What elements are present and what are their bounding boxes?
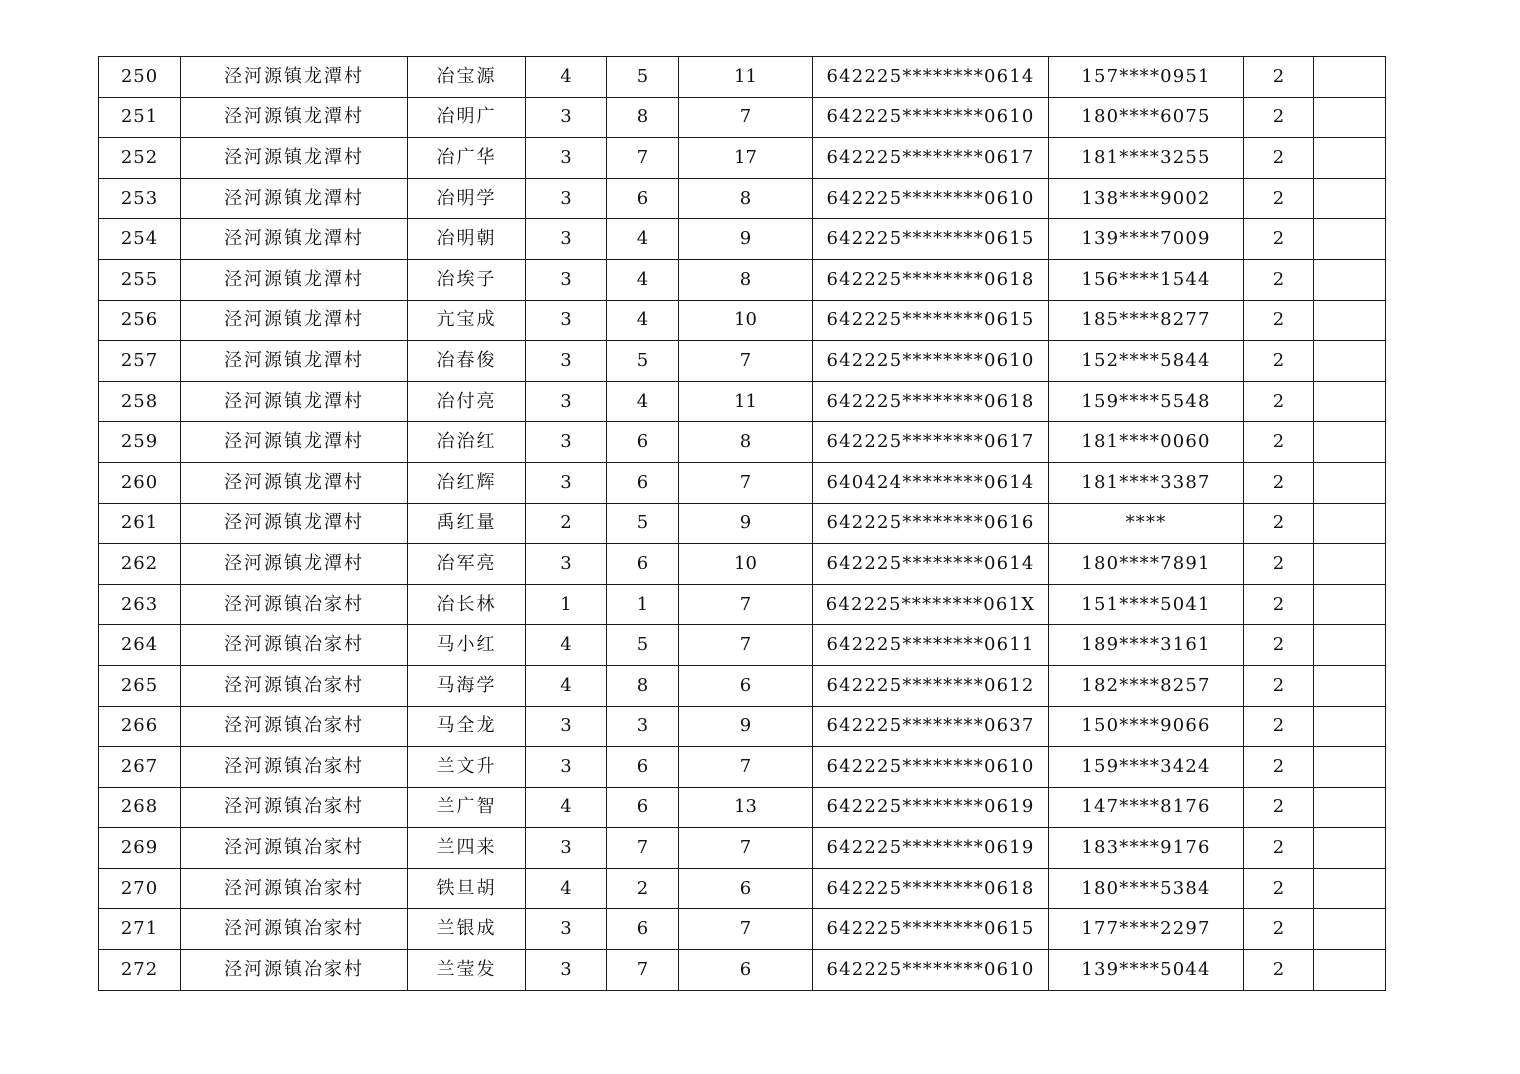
id-number-cell: 642225********0610: [813, 950, 1049, 991]
count-c-cell: 9: [679, 706, 813, 747]
table-row: [99, 341, 1386, 382]
id-number-cell: 642225********0619: [813, 828, 1049, 869]
row-number-cell: 251: [99, 97, 181, 138]
count-b-cell: 6: [607, 178, 679, 219]
name-cell: 冶治红: [408, 422, 526, 463]
count-c-cell: 8: [679, 178, 813, 219]
count-c-cell: 7: [679, 828, 813, 869]
count-c-cell: 7: [679, 97, 813, 138]
count-d-cell: 2: [1244, 259, 1314, 300]
id-number-cell: 642225********0617: [813, 422, 1049, 463]
name-cell: 冶付亮: [408, 381, 526, 422]
count-c-cell: 7: [679, 584, 813, 625]
row-number-cell: 253: [99, 178, 181, 219]
phone-cell: 150****9066: [1049, 706, 1244, 747]
table-row: [99, 868, 1386, 909]
remark-cell: [1314, 57, 1386, 98]
name-cell: 冶埃子: [408, 259, 526, 300]
count-c-cell: 11: [679, 381, 813, 422]
village-cell: 泾河源镇龙潭村: [181, 178, 408, 219]
id-number-cell: 642225********0610: [813, 747, 1049, 788]
village-cell: 泾河源镇冶家村: [181, 868, 408, 909]
count-c-cell: 6: [679, 665, 813, 706]
phone-cell: 181****0060: [1049, 422, 1244, 463]
name-cell: 马全龙: [408, 706, 526, 747]
village-cell: 泾河源镇冶家村: [181, 909, 408, 950]
row-number-cell: 254: [99, 219, 181, 260]
count-c-cell: 7: [679, 462, 813, 503]
phone-cell: 159****5548: [1049, 381, 1244, 422]
remark-cell: [1314, 462, 1386, 503]
id-number-cell: 642225********0617: [813, 138, 1049, 179]
phone-cell: 139****7009: [1049, 219, 1244, 260]
name-cell: 冶广华: [408, 138, 526, 179]
name-cell: 冶宝源: [408, 57, 526, 98]
phone-cell: 180****7891: [1049, 544, 1244, 585]
count-b-cell: 4: [607, 259, 679, 300]
table-row: [99, 584, 1386, 625]
village-cell: 泾河源镇龙潭村: [181, 97, 408, 138]
id-number-cell: 642225********0610: [813, 97, 1049, 138]
id-number-cell: 642225********0610: [813, 178, 1049, 219]
phone-cell: 159****3424: [1049, 747, 1244, 788]
village-cell: 泾河源镇龙潭村: [181, 544, 408, 585]
phone-cell: 139****5044: [1049, 950, 1244, 991]
count-d-cell: 2: [1244, 300, 1314, 341]
phone-cell: 182****8257: [1049, 665, 1244, 706]
village-cell: 泾河源镇龙潭村: [181, 138, 408, 179]
row-number-cell: 264: [99, 625, 181, 666]
id-number-cell: 642225********0615: [813, 909, 1049, 950]
table-row: [99, 625, 1386, 666]
remark-cell: [1314, 97, 1386, 138]
name-cell: 亢宝成: [408, 300, 526, 341]
row-number-cell: 260: [99, 462, 181, 503]
phone-cell: 180****6075: [1049, 97, 1244, 138]
count-b-cell: 1: [607, 584, 679, 625]
count-a-cell: 4: [526, 625, 607, 666]
remark-cell: [1314, 178, 1386, 219]
count-b-cell: 7: [607, 138, 679, 179]
row-number-cell: 262: [99, 544, 181, 585]
table-row: [99, 219, 1386, 260]
village-cell: 泾河源镇龙潭村: [181, 503, 408, 544]
row-number-cell: 252: [99, 138, 181, 179]
count-c-cell: 10: [679, 300, 813, 341]
id-number-cell: 642225********0615: [813, 219, 1049, 260]
count-b-cell: 2: [607, 868, 679, 909]
count-d-cell: 2: [1244, 97, 1314, 138]
row-number-cell: 267: [99, 747, 181, 788]
count-d-cell: 2: [1244, 462, 1314, 503]
table-row: [99, 97, 1386, 138]
remark-cell: [1314, 868, 1386, 909]
table-row: [99, 544, 1386, 585]
count-d-cell: 2: [1244, 341, 1314, 382]
count-c-cell: 13: [679, 787, 813, 828]
village-cell: 泾河源镇冶家村: [181, 625, 408, 666]
count-b-cell: 4: [607, 381, 679, 422]
village-cell: 泾河源镇龙潭村: [181, 57, 408, 98]
village-cell: 泾河源镇龙潭村: [181, 219, 408, 260]
count-a-cell: 3: [526, 97, 607, 138]
count-d-cell: 2: [1244, 178, 1314, 219]
count-d-cell: 2: [1244, 950, 1314, 991]
count-a-cell: 3: [526, 138, 607, 179]
count-d-cell: 2: [1244, 828, 1314, 869]
count-d-cell: 2: [1244, 909, 1314, 950]
remark-cell: [1314, 950, 1386, 991]
name-cell: 冶军亮: [408, 544, 526, 585]
count-c-cell: 6: [679, 868, 813, 909]
count-b-cell: 6: [607, 462, 679, 503]
phone-cell: 147****8176: [1049, 787, 1244, 828]
count-d-cell: 2: [1244, 625, 1314, 666]
row-number-cell: 259: [99, 422, 181, 463]
row-number-cell: 255: [99, 259, 181, 300]
row-number-cell: 268: [99, 787, 181, 828]
count-d-cell: 2: [1244, 138, 1314, 179]
table-row: [99, 381, 1386, 422]
phone-cell: 138****9002: [1049, 178, 1244, 219]
row-number-cell: 258: [99, 381, 181, 422]
row-number-cell: 271: [99, 909, 181, 950]
count-b-cell: 8: [607, 665, 679, 706]
row-number-cell: 257: [99, 341, 181, 382]
count-c-cell: 17: [679, 138, 813, 179]
count-d-cell: 2: [1244, 57, 1314, 98]
count-b-cell: 4: [607, 219, 679, 260]
row-number-cell: 269: [99, 828, 181, 869]
count-c-cell: 9: [679, 503, 813, 544]
remark-cell: [1314, 259, 1386, 300]
count-c-cell: 8: [679, 422, 813, 463]
phone-cell: 151****5041: [1049, 584, 1244, 625]
count-a-cell: 3: [526, 828, 607, 869]
village-cell: 泾河源镇冶家村: [181, 828, 408, 869]
name-cell: 铁旦胡: [408, 868, 526, 909]
count-d-cell: 2: [1244, 706, 1314, 747]
count-b-cell: 8: [607, 97, 679, 138]
row-number-cell: 250: [99, 57, 181, 98]
count-a-cell: 4: [526, 665, 607, 706]
village-cell: 泾河源镇冶家村: [181, 950, 408, 991]
count-a-cell: 3: [526, 259, 607, 300]
remark-cell: [1314, 341, 1386, 382]
count-a-cell: 3: [526, 544, 607, 585]
name-cell: 冶明广: [408, 97, 526, 138]
table-row: [99, 57, 1386, 98]
count-b-cell: 6: [607, 787, 679, 828]
remark-cell: [1314, 381, 1386, 422]
phone-cell: 156****1544: [1049, 259, 1244, 300]
id-number-cell: 642225********0615: [813, 300, 1049, 341]
count-b-cell: 5: [607, 341, 679, 382]
count-c-cell: 8: [679, 259, 813, 300]
count-a-cell: 2: [526, 503, 607, 544]
remark-cell: [1314, 219, 1386, 260]
row-number-cell: 263: [99, 584, 181, 625]
id-number-cell: 642225********0637: [813, 706, 1049, 747]
name-cell: 兰文升: [408, 747, 526, 788]
name-cell: 兰莹发: [408, 950, 526, 991]
name-cell: 马海学: [408, 665, 526, 706]
table-row: [99, 503, 1386, 544]
count-d-cell: 2: [1244, 787, 1314, 828]
count-a-cell: 3: [526, 219, 607, 260]
phone-cell: 189****3161: [1049, 625, 1244, 666]
count-a-cell: 4: [526, 787, 607, 828]
village-cell: 泾河源镇冶家村: [181, 706, 408, 747]
table-row: [99, 909, 1386, 950]
remark-cell: [1314, 138, 1386, 179]
table-row: [99, 422, 1386, 463]
name-cell: 兰四来: [408, 828, 526, 869]
table-row: [99, 259, 1386, 300]
count-b-cell: 6: [607, 909, 679, 950]
phone-cell: 177****2297: [1049, 909, 1244, 950]
village-cell: 泾河源镇龙潭村: [181, 462, 408, 503]
count-b-cell: 5: [607, 57, 679, 98]
village-cell: 泾河源镇冶家村: [181, 665, 408, 706]
table-row: [99, 950, 1386, 991]
table-row: [99, 706, 1386, 747]
remark-cell: [1314, 544, 1386, 585]
phone-cell: 185****8277: [1049, 300, 1244, 341]
name-cell: 冶红辉: [408, 462, 526, 503]
count-d-cell: 2: [1244, 381, 1314, 422]
count-b-cell: 5: [607, 625, 679, 666]
name-cell: 兰广智: [408, 787, 526, 828]
id-number-cell: 642225********0611: [813, 625, 1049, 666]
count-d-cell: 2: [1244, 584, 1314, 625]
count-a-cell: 3: [526, 909, 607, 950]
phone-cell: 152****5844: [1049, 341, 1244, 382]
id-number-cell: 642225********061X: [813, 584, 1049, 625]
village-cell: 泾河源镇龙潭村: [181, 259, 408, 300]
count-b-cell: 3: [607, 706, 679, 747]
row-number-cell: 270: [99, 868, 181, 909]
remark-cell: [1314, 503, 1386, 544]
village-cell: 泾河源镇龙潭村: [181, 341, 408, 382]
remark-cell: [1314, 665, 1386, 706]
phone-cell: 157****0951: [1049, 57, 1244, 98]
count-b-cell: 7: [607, 828, 679, 869]
table-row: [99, 747, 1386, 788]
name-cell: 冶春俊: [408, 341, 526, 382]
remark-cell: [1314, 300, 1386, 341]
table-row: [99, 787, 1386, 828]
count-a-cell: 3: [526, 178, 607, 219]
count-d-cell: 2: [1244, 219, 1314, 260]
count-a-cell: 3: [526, 747, 607, 788]
remark-cell: [1314, 909, 1386, 950]
count-d-cell: 2: [1244, 503, 1314, 544]
count-c-cell: 7: [679, 909, 813, 950]
count-a-cell: 3: [526, 422, 607, 463]
row-number-cell: 266: [99, 706, 181, 747]
name-cell: 冶明学: [408, 178, 526, 219]
table-body: [99, 57, 1386, 991]
row-number-cell: 272: [99, 950, 181, 991]
household-table: [98, 56, 1386, 991]
remark-cell: [1314, 747, 1386, 788]
count-b-cell: 6: [607, 747, 679, 788]
id-number-cell: 642225********0614: [813, 544, 1049, 585]
count-b-cell: 5: [607, 503, 679, 544]
name-cell: 兰银成: [408, 909, 526, 950]
id-number-cell: 642225********0612: [813, 665, 1049, 706]
count-c-cell: 7: [679, 341, 813, 382]
table-row: [99, 178, 1386, 219]
count-c-cell: 10: [679, 544, 813, 585]
table-row: [99, 138, 1386, 179]
count-d-cell: 2: [1244, 747, 1314, 788]
id-number-cell: 642225********0614: [813, 57, 1049, 98]
id-number-cell: 642225********0618: [813, 868, 1049, 909]
count-d-cell: 2: [1244, 544, 1314, 585]
count-d-cell: 2: [1244, 422, 1314, 463]
village-cell: 泾河源镇龙潭村: [181, 300, 408, 341]
count-c-cell: 9: [679, 219, 813, 260]
village-cell: 泾河源镇龙潭村: [181, 422, 408, 463]
id-number-cell: 642225********0618: [813, 381, 1049, 422]
name-cell: 禹红量: [408, 503, 526, 544]
count-c-cell: 7: [679, 625, 813, 666]
village-cell: 泾河源镇冶家村: [181, 584, 408, 625]
name-cell: 马小红: [408, 625, 526, 666]
id-number-cell: 642225********0610: [813, 341, 1049, 382]
remark-cell: [1314, 706, 1386, 747]
count-c-cell: 7: [679, 747, 813, 788]
table-row: [99, 462, 1386, 503]
count-b-cell: 6: [607, 422, 679, 463]
count-d-cell: 2: [1244, 868, 1314, 909]
count-b-cell: 4: [607, 300, 679, 341]
phone-cell: 181****3255: [1049, 138, 1244, 179]
count-d-cell: 2: [1244, 665, 1314, 706]
table-row: [99, 300, 1386, 341]
count-a-cell: 3: [526, 462, 607, 503]
id-number-cell: 640424********0614: [813, 462, 1049, 503]
remark-cell: [1314, 787, 1386, 828]
count-c-cell: 11: [679, 57, 813, 98]
name-cell: 冶明朝: [408, 219, 526, 260]
count-c-cell: 6: [679, 950, 813, 991]
count-a-cell: 4: [526, 57, 607, 98]
count-b-cell: 6: [607, 544, 679, 585]
count-a-cell: 3: [526, 950, 607, 991]
count-a-cell: 1: [526, 584, 607, 625]
id-number-cell: 642225********0616: [813, 503, 1049, 544]
name-cell: 冶长林: [408, 584, 526, 625]
count-b-cell: 7: [607, 950, 679, 991]
count-a-cell: 3: [526, 341, 607, 382]
count-a-cell: 4: [526, 868, 607, 909]
phone-cell: ****: [1049, 503, 1244, 544]
village-cell: 泾河源镇冶家村: [181, 787, 408, 828]
village-cell: 泾河源镇龙潭村: [181, 381, 408, 422]
village-cell: 泾河源镇冶家村: [181, 747, 408, 788]
count-a-cell: 3: [526, 381, 607, 422]
remark-cell: [1314, 828, 1386, 869]
phone-cell: 181****3387: [1049, 462, 1244, 503]
phone-cell: 180****5384: [1049, 868, 1244, 909]
count-a-cell: 3: [526, 300, 607, 341]
id-number-cell: 642225********0619: [813, 787, 1049, 828]
table-row: [99, 665, 1386, 706]
id-number-cell: 642225********0618: [813, 259, 1049, 300]
remark-cell: [1314, 422, 1386, 463]
table-row: [99, 828, 1386, 869]
phone-cell: 183****9176: [1049, 828, 1244, 869]
row-number-cell: 261: [99, 503, 181, 544]
remark-cell: [1314, 625, 1386, 666]
count-a-cell: 3: [526, 706, 607, 747]
row-number-cell: 265: [99, 665, 181, 706]
row-number-cell: 256: [99, 300, 181, 341]
remark-cell: [1314, 584, 1386, 625]
